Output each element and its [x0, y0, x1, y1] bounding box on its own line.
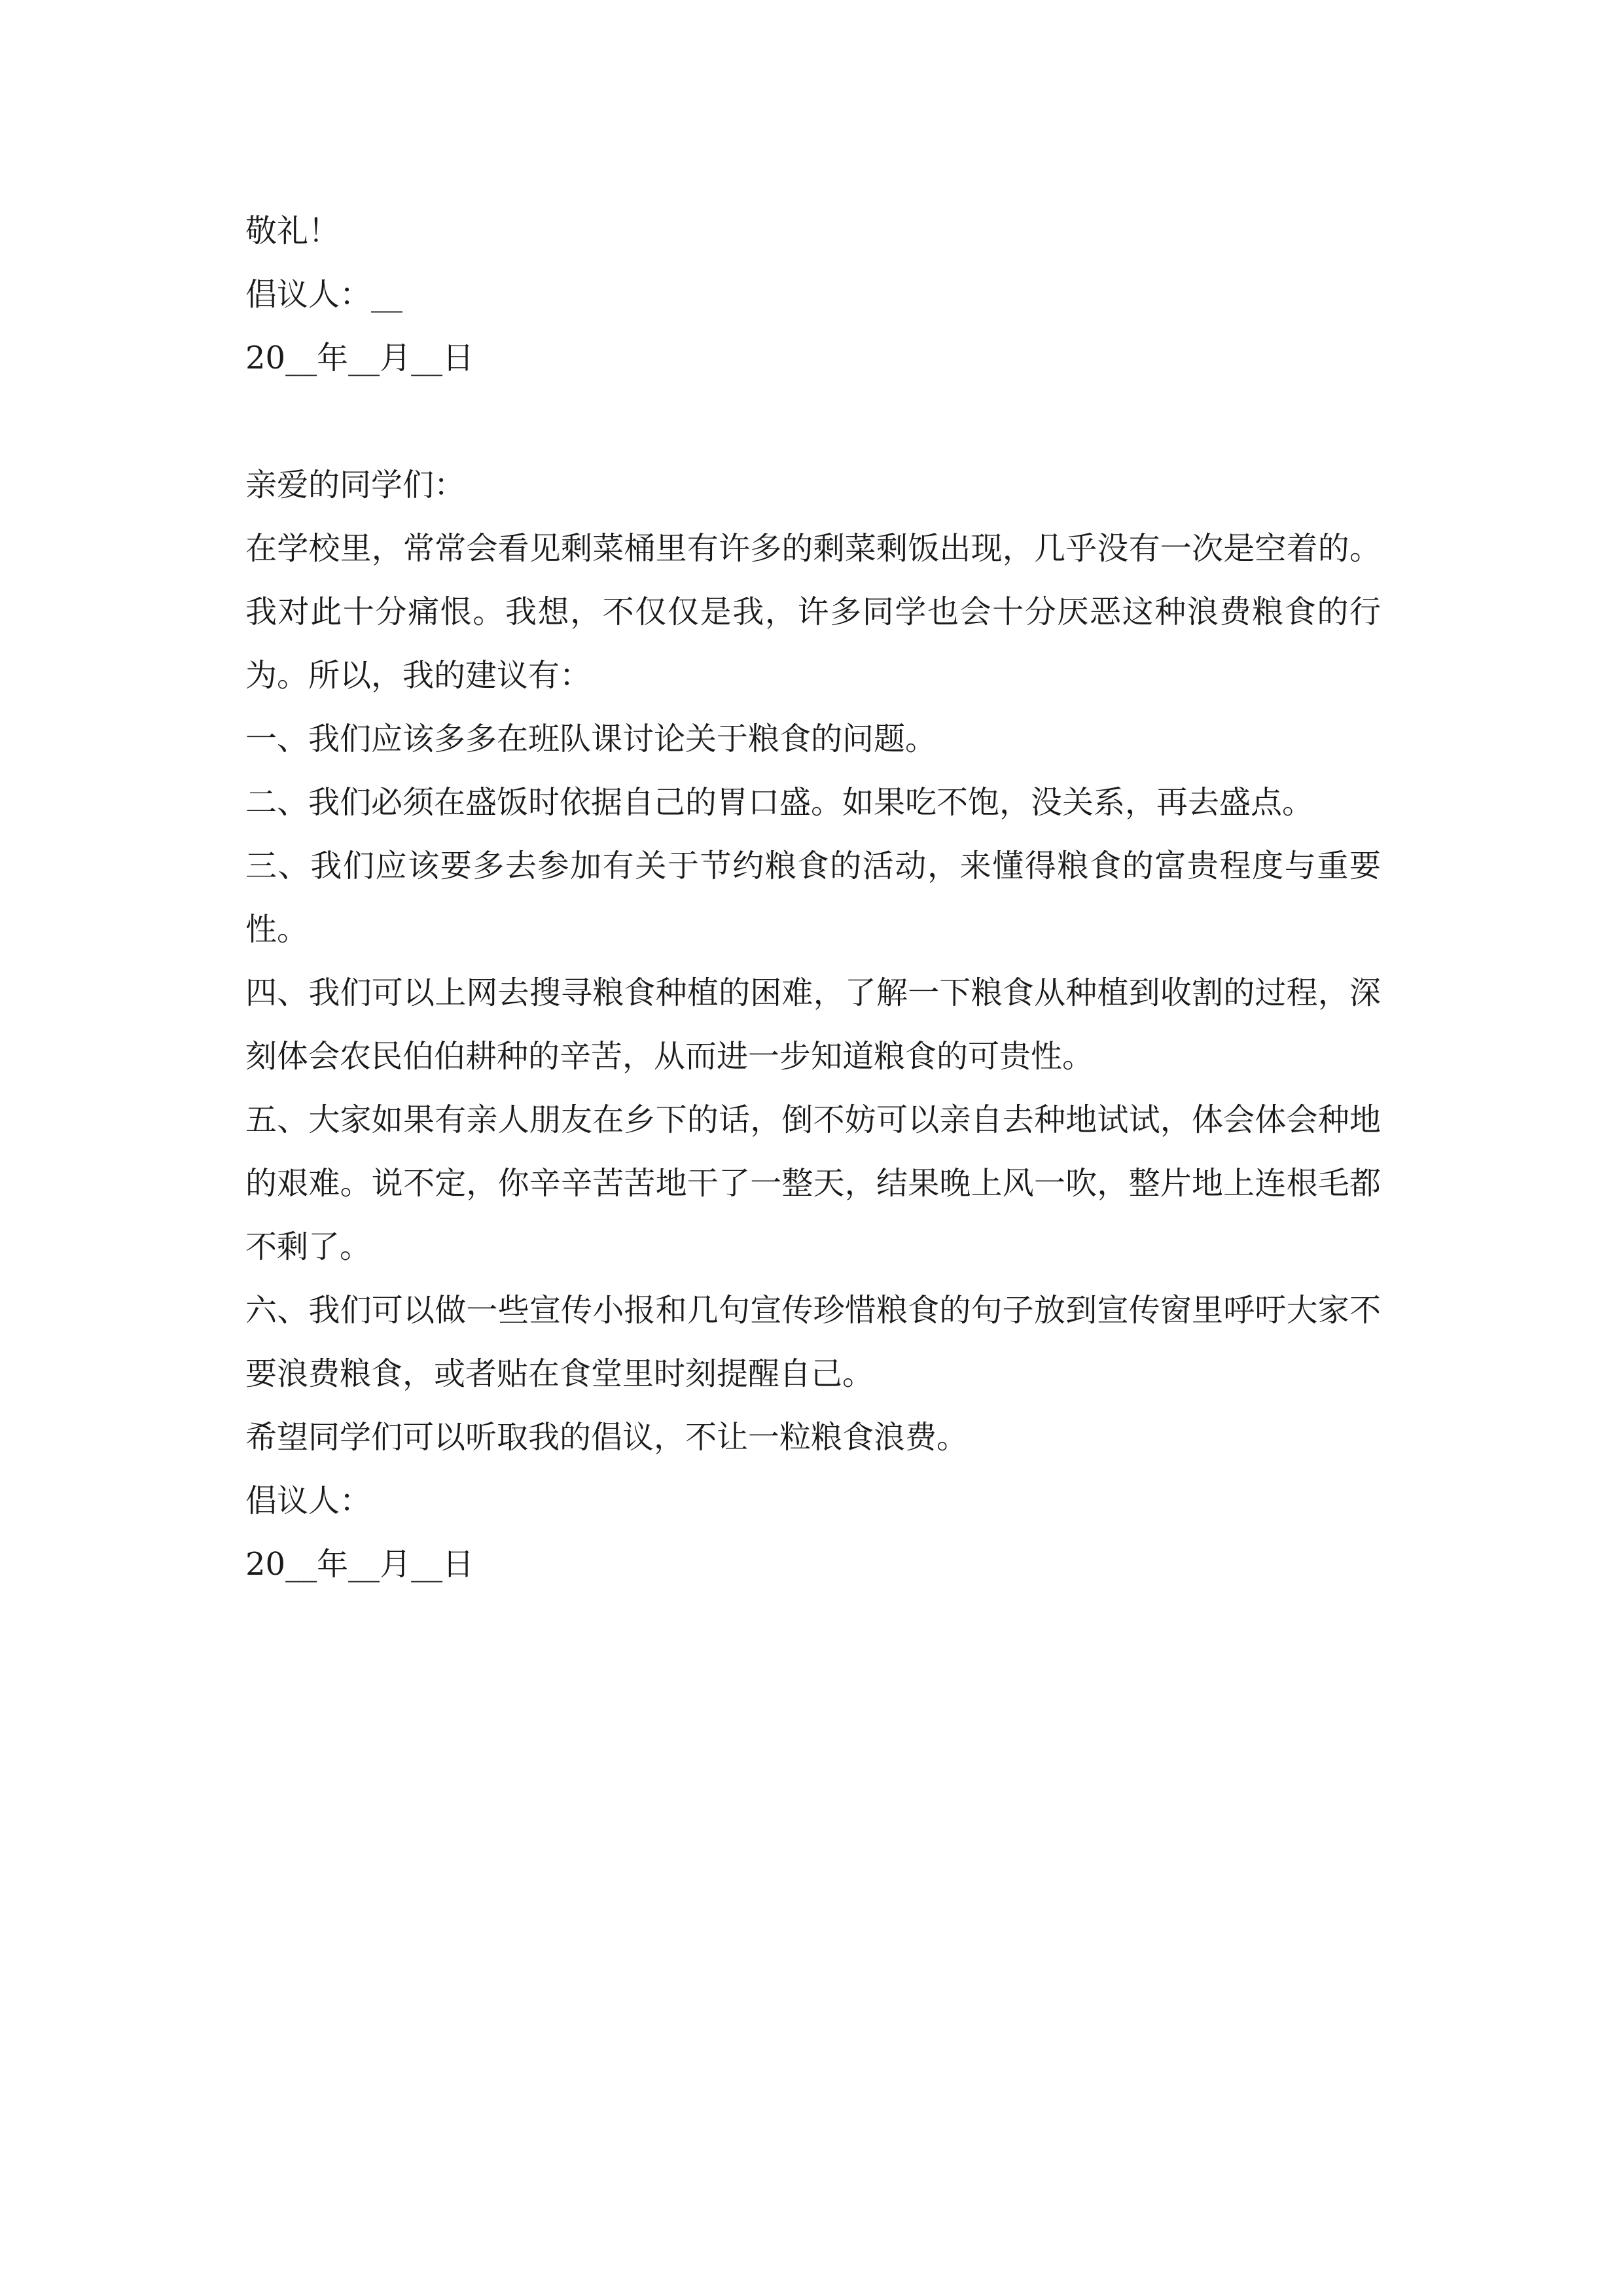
- closing-salute: 敬礼！: [245, 213, 340, 249]
- document-body: [245, 200, 1381, 1596]
- proposal-item: 六、我们可以做一些宣传小报和几句宣传珍惜粮食的句子放到宣传窗里呼吁大家不要浪费粮食，或者贴在食堂里时刻提醒自己。: [245, 1292, 1381, 1392]
- proposal-item: 五、大家如果有亲人朋友在乡下的话，倒不妨可以亲自去种地试试，体会体会种地的艰难。说不定，你辛辛苦苦地干了一整天，结果晚上风一吹，整片地上连根毛都不剩了。: [245, 1102, 1381, 1265]
- letter-intro: 在学校里，常常会看见剩菜桶里有许多的剩菜剩饭出现，几乎没有一次是空着的。我对此十分痛恨。我想，不仅仅是我，许多同学也会十分厌恶这种浪费粮食的行为。所以，我的建议有：: [245, 530, 1381, 694]
- letter-greeting: 亲爱的同学们：: [245, 467, 466, 503]
- letter-date: 20__年__月__日: [245, 1546, 474, 1583]
- proposal-item: 二、我们必须在盛饭时依据自己的胃口盛。如果吃不饱，没关系，再去盛点。: [245, 784, 1314, 821]
- proposal-item: 一、我们应该多多在班队课讨论关于粮食的问题。: [245, 721, 937, 757]
- letter-proposer: 倡议人：: [245, 1482, 372, 1519]
- letter-closing: 希望同学们可以听取我的倡议，不让一粒粮食浪费。: [245, 1419, 969, 1456]
- date-line: 20__年__月__日: [245, 340, 474, 376]
- proposer-line: 倡议人：__: [245, 276, 403, 313]
- proposal-item: 三、我们应该要多去参加有关于节约粮食的活动，来懂得粮食的富贵程度与重要性。: [245, 848, 1381, 948]
- proposal-item: 四、我们可以上网去搜寻粮食种植的困难，了解一下粮食从种植到收割的过程，深刻体会农民伯伯耕种的辛苦，从而进一步知道粮食的可贵性。: [245, 975, 1381, 1075]
- section-divider: [245, 390, 1381, 454]
